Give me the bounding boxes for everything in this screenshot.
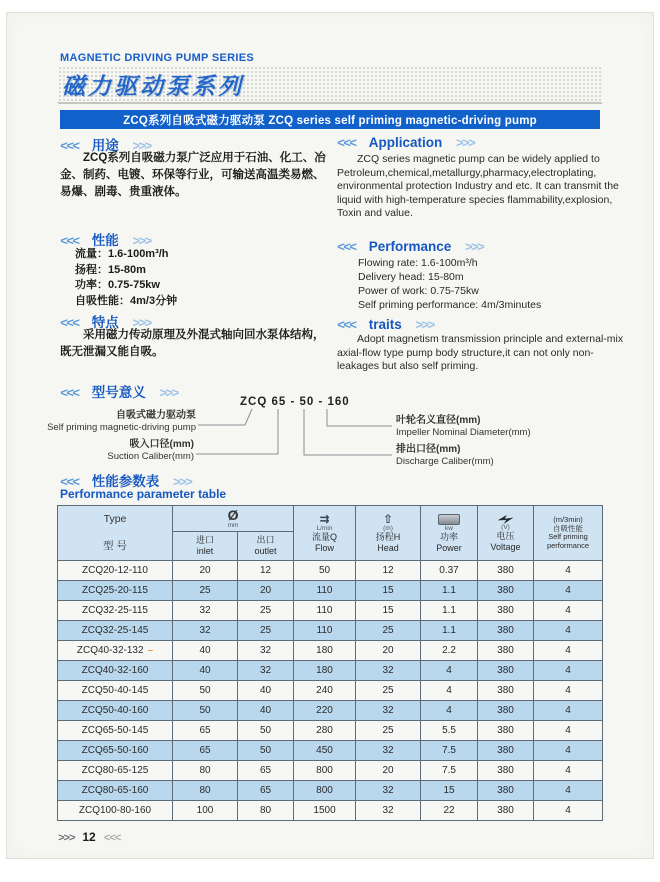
- voltage-label-zh: 电压: [496, 531, 515, 541]
- performance-en-title: Performance: [368, 239, 452, 254]
- chevrons-right-icon: >>>: [415, 317, 434, 332]
- cell-type: ZCQ50-40-160: [58, 701, 173, 721]
- table-cell: 4: [534, 601, 603, 621]
- table-cell: 40: [238, 701, 294, 721]
- table-cell: 25: [173, 581, 238, 601]
- discharge-label-zh: 排出口径(mm): [396, 444, 461, 455]
- table-cell: 7.5: [421, 741, 478, 761]
- table-cell: 4: [534, 621, 603, 641]
- performance-zh-title: 性能: [91, 233, 119, 248]
- table-cell: 40: [173, 641, 238, 661]
- table-cell: 800: [294, 761, 356, 781]
- outlet-label-en: outlet: [254, 546, 277, 556]
- chevrons-left-icon: <<<: [337, 317, 356, 332]
- head-label-zh: 扬程H: [375, 532, 401, 542]
- table-cell: 380: [478, 661, 534, 681]
- table-cell: 4: [534, 721, 603, 741]
- table-cell: 180: [294, 641, 356, 661]
- chevrons-left-icon: <<<: [60, 138, 79, 153]
- chevrons-left-icon: <<<: [337, 239, 356, 254]
- power-label-zh: 功率: [440, 532, 459, 542]
- chevrons-right-icon: >>>: [132, 315, 151, 330]
- table-cell: 50: [238, 721, 294, 741]
- table-cell: 4: [421, 681, 478, 701]
- table-cell: 80: [173, 761, 238, 781]
- chevrons-right-icon: >>>: [159, 385, 178, 400]
- table-row: [58, 721, 603, 741]
- pump-label-zh: 自吸式磁力驱动泵: [116, 410, 196, 421]
- chevrons-right-icon: >>>: [455, 135, 474, 150]
- table-cell: 4: [534, 581, 603, 601]
- table-row: [58, 601, 603, 621]
- table-cell: 4: [534, 641, 603, 661]
- traits-en-title: traits: [368, 317, 402, 332]
- flow-label-en: Flow: [315, 542, 335, 553]
- table-cell: 80: [173, 781, 238, 801]
- discharge-label-en: Discharge Caliber(mm): [396, 455, 494, 467]
- cell-type: ZCQ65-50-145: [58, 721, 173, 741]
- priming-label-en: Self priming performance: [546, 532, 590, 550]
- table-cell: 32: [356, 701, 421, 721]
- traits-en-body: Adopt magnetism transmission principle and external-mix axial-flow type pump body structure,it can not only non-leakages but also self priming.: [337, 333, 624, 372]
- table-cell: 25: [238, 621, 294, 641]
- table-cell: 65: [173, 721, 238, 741]
- cell-type: ZCQ25-20-115: [58, 581, 173, 601]
- col-header-inlet: [173, 532, 238, 561]
- chevrons-left-icon: <<<: [337, 135, 356, 150]
- table-cell: 380: [478, 781, 534, 801]
- inlet-label-en: inlet: [196, 546, 214, 556]
- series-title-band: [58, 66, 602, 104]
- page-footer: [58, 830, 120, 844]
- chevrons-left-icon: <<<: [60, 385, 79, 400]
- table-cell: 1.1: [421, 581, 478, 601]
- table-cell: 4: [421, 661, 478, 681]
- table-title-en: Performance parameter table: [60, 487, 227, 501]
- cell-type: ZCQ65-50-160: [58, 741, 173, 761]
- voltage-unit: (V): [501, 524, 510, 531]
- table-cell: 1.1: [421, 621, 478, 641]
- table-cell: 4: [534, 661, 603, 681]
- table-cell: 40: [238, 681, 294, 701]
- table-cell: 20: [356, 641, 421, 661]
- table-cell: 50: [173, 681, 238, 701]
- model-label-discharge: [396, 444, 494, 467]
- table-cell: 0.37: [421, 561, 478, 581]
- table-cell: 32: [356, 661, 421, 681]
- table-cell: 4: [534, 781, 603, 801]
- outlet-label-zh: 出口: [256, 535, 275, 545]
- footer-arrows-right-icon: <<<: [103, 832, 121, 844]
- table-cell: 380: [478, 761, 534, 781]
- table-cell: 7.5: [421, 761, 478, 781]
- cell-type: ZCQ100-80-160: [58, 801, 173, 821]
- table-title-zh: 性能参数表: [91, 474, 160, 489]
- table-cell: 12: [356, 561, 421, 581]
- motor-icon: [438, 514, 460, 525]
- table-row: [58, 641, 603, 661]
- table-cell: 25: [356, 621, 421, 641]
- cell-type: ZCQ32-25-115: [58, 601, 173, 621]
- table-cell: 380: [478, 621, 534, 641]
- table-cell: 4: [534, 801, 603, 821]
- section-header-application: [337, 134, 474, 152]
- power-label-en: Power: [436, 542, 462, 553]
- table-cell: 220: [294, 701, 356, 721]
- performance-parameter-table: [57, 505, 603, 821]
- table-cell: 100: [173, 801, 238, 821]
- usage-body: ZCQ系列自吸磁力泵广泛应用于石油、化工、冶金、制药、电镀、环保等行业，可输送高温类易燃、易爆、剧毒、贵重液体。: [60, 152, 326, 198]
- table-cell: 240: [294, 681, 356, 701]
- table-cell: 32: [238, 661, 294, 681]
- power-unit: kw: [445, 525, 453, 532]
- lightning-bolt-icon: [498, 515, 514, 524]
- cell-type: ZCQ80-65-125: [58, 761, 173, 781]
- chevrons-right-icon: >>>: [132, 138, 151, 153]
- spec-line: 流量：1.6-100m³/h: [75, 248, 169, 260]
- col-header-diameter: [173, 506, 294, 532]
- application-body: ZCQ series magnetic pump can be widely applied to Petroleum,chemical,metallurgy,pharmacy,electroplating, environmental protection Industry and etc. It can transmit the liquid with high-temperature species flammability,explosion, Toxin and value.: [337, 153, 619, 219]
- cell-type: ZCQ40-32-132 –: [58, 641, 173, 661]
- table-cell: 4: [534, 761, 603, 781]
- spec-line: 自吸性能：4m/3分钟: [75, 294, 178, 307]
- suction-label-en: Suction Caliber(mm): [107, 450, 194, 462]
- model-label-pump: [47, 410, 196, 433]
- series-title-zh: 磁力驱动泵系列: [62, 73, 244, 99]
- chevrons-left-icon: <<<: [60, 474, 79, 489]
- series-title-en: MAGNETIC DRIVING PUMP SERIES: [60, 52, 254, 64]
- series-banner: ZCQ系列自吸式磁力驱动泵 ZCQ series self priming magnetic-driving pump: [60, 110, 600, 129]
- voltage-label-en: Voltage: [490, 541, 521, 552]
- table-cell: 110: [294, 581, 356, 601]
- table-cell: 25: [238, 601, 294, 621]
- suction-label-zh: 吸入口径(mm): [129, 439, 194, 450]
- table-cell: 180: [294, 661, 356, 681]
- head-label-en: Head: [377, 542, 399, 553]
- diameter-unit: mm: [227, 521, 239, 529]
- chevrons-right-icon: >>>: [132, 233, 151, 248]
- pump-label-en: Self priming magnetic-driving pump: [47, 421, 196, 433]
- table-cell: 110: [294, 621, 356, 641]
- table-cell: 1500: [294, 801, 356, 821]
- table-cell: 15: [356, 601, 421, 621]
- table-cell: 2.2: [421, 641, 478, 661]
- chevrons-right-icon: >>>: [464, 239, 484, 254]
- cell-type: ZCQ80-65-160: [58, 781, 173, 801]
- performance-table-body: [58, 561, 603, 821]
- table-cell: 20: [356, 761, 421, 781]
- table-cell: 4: [534, 561, 603, 581]
- table-cell: 380: [478, 681, 534, 701]
- table-cell: 4: [534, 681, 603, 701]
- cell-type: ZCQ40-32-160: [58, 661, 173, 681]
- cell-type: ZCQ32-25-145: [58, 621, 173, 641]
- table-row: [58, 661, 603, 681]
- table-cell: 12: [238, 561, 294, 581]
- cell-type: ZCQ50-40-145: [58, 681, 173, 701]
- priming-unit: (m/3min): [553, 515, 583, 524]
- spec-line: 功率：0.75-75kw: [75, 279, 160, 291]
- table-cell: 25: [356, 681, 421, 701]
- chevrons-right-icon: >>>: [172, 474, 191, 489]
- application-title: Application: [368, 135, 443, 150]
- head-arrow-icon: ⇧: [382, 512, 394, 526]
- table-row: [58, 561, 603, 581]
- table-cell: 65: [238, 781, 294, 801]
- table-cell: 380: [478, 721, 534, 741]
- col-header-type: [58, 506, 173, 561]
- cell-type: ZCQ20-12-110: [58, 561, 173, 581]
- table-cell: 5.5: [421, 721, 478, 741]
- table-cell: 800: [294, 781, 356, 801]
- table-cell: 32: [356, 801, 421, 821]
- model-code: ZCQ 65 - 50 - 160: [240, 396, 350, 408]
- table-cell: 450: [294, 741, 356, 761]
- model-label-impeller: [396, 415, 531, 438]
- table-cell: 20: [238, 581, 294, 601]
- head-unit: (m): [383, 525, 393, 532]
- table-cell: 50: [173, 701, 238, 721]
- table-cell: 50: [294, 561, 356, 581]
- table-cell: 380: [478, 801, 534, 821]
- chevrons-left-icon: <<<: [60, 315, 79, 330]
- chevrons-left-icon: <<<: [60, 233, 79, 248]
- table-cell: 32: [173, 621, 238, 641]
- type-label-en: Type: [103, 512, 127, 525]
- table-cell: 25: [356, 721, 421, 741]
- table-cell: 4: [534, 701, 603, 721]
- highlight-marker: –: [147, 645, 154, 656]
- diameter-icon: Ø: [227, 506, 239, 523]
- table-cell: 4: [421, 701, 478, 721]
- table-cell: 32: [238, 641, 294, 661]
- col-header-power: [421, 506, 478, 561]
- table-cell: 32: [356, 781, 421, 801]
- table-cell: 380: [478, 641, 534, 661]
- table-cell: 20: [173, 561, 238, 581]
- performance-zh-specs: [75, 247, 177, 309]
- section-header-traits-en: [337, 316, 433, 334]
- priming-label-zh: 自吸性能: [553, 523, 584, 533]
- spec-line: Flowing rate: 1.6-100m³/h: [358, 257, 478, 269]
- table-row: [58, 741, 603, 761]
- table-cell: 15: [421, 781, 478, 801]
- table-cell: 32: [173, 601, 238, 621]
- col-header-head: [356, 506, 421, 561]
- impeller-label-zh: 叶轮名义直径(mm): [396, 415, 481, 426]
- table-cell: 280: [294, 721, 356, 741]
- traits-zh-body: 采用磁力传动原理及外混式轴向回水泵体结构，既无泄漏又能自吸。: [60, 329, 325, 358]
- col-header-priming: [534, 506, 603, 561]
- table-cell: 40: [173, 661, 238, 681]
- traits-zh-title: 特点: [91, 315, 119, 330]
- table-cell: 380: [478, 561, 534, 581]
- table-cell: 380: [478, 701, 534, 721]
- impeller-label-en: Impeller Nominal Diameter(mm): [396, 426, 531, 438]
- model-title: 型号意义: [91, 385, 146, 400]
- table-cell: 15: [356, 581, 421, 601]
- table-cell: 380: [478, 581, 534, 601]
- table-row: [58, 781, 603, 801]
- table-cell: 65: [238, 761, 294, 781]
- model-meaning-diagram: [47, 396, 606, 470]
- footer-arrows-left-icon: >>>: [58, 832, 75, 844]
- table-row: [58, 761, 603, 781]
- table-cell: 110: [294, 601, 356, 621]
- table-cell: 22: [421, 801, 478, 821]
- table-cell: 4: [534, 741, 603, 761]
- spec-line: Self priming performance: 4m/3minutes: [358, 299, 542, 311]
- table-cell: 50: [238, 741, 294, 761]
- col-header-flow: [294, 506, 356, 561]
- page-number: 12: [82, 830, 96, 844]
- flow-label-zh: 流量Q: [312, 532, 338, 542]
- spec-line: 扬程：15-80m: [75, 263, 146, 276]
- table-row: [58, 581, 603, 601]
- col-header-voltage: [478, 506, 534, 561]
- table-cell: 32: [356, 741, 421, 761]
- flow-unit: L/min: [316, 525, 333, 532]
- spec-line: Delivery head: 15-80m: [358, 271, 464, 283]
- col-header-outlet: [238, 532, 294, 561]
- table-cell: 380: [478, 741, 534, 761]
- flow-icon: ⇉: [319, 512, 330, 526]
- table-cell: 1.1: [421, 601, 478, 621]
- usage-title: 用途: [91, 138, 119, 153]
- table-cell: 80: [238, 801, 294, 821]
- table-cell: 380: [478, 601, 534, 621]
- table-row: [58, 801, 603, 821]
- table-row: [58, 681, 603, 701]
- table-row: [58, 701, 603, 721]
- spec-line: Power of work: 0.75-75kw: [358, 285, 479, 297]
- model-label-suction: [107, 439, 194, 462]
- table-cell: 65: [173, 741, 238, 761]
- inlet-label-zh: 进口: [195, 535, 214, 545]
- section-header-performance-en: [337, 238, 483, 256]
- type-label-zh: 型 号: [103, 540, 127, 553]
- performance-en-specs: [358, 256, 541, 312]
- table-row: [58, 621, 603, 641]
